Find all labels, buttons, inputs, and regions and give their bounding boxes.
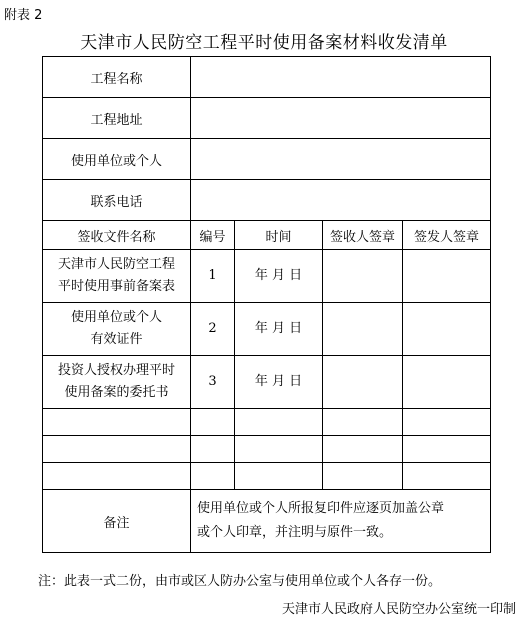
contact-phone-label: 联系电话 [43,180,191,221]
project-address-field[interactable] [191,98,491,139]
remark-row [43,490,491,553]
table-row [43,356,491,409]
issuer-sign-field[interactable] [403,303,491,356]
doc-name-line: 平时使用事前备案表 [57,279,175,294]
doc-time: 年 月 日 [235,356,323,409]
doc-number: 3 [191,356,235,409]
remark-label: 备注 [43,490,191,553]
blank-cell[interactable] [403,463,491,490]
record-form-table [42,56,491,553]
header-time: 时间 [235,221,323,250]
form-note: 注：此表一式二份，由市或区人防办公室与使用单位或个人各存一份。 [38,574,442,589]
blank-cell[interactable] [43,436,191,463]
blank-cell[interactable] [191,463,235,490]
header-doc-name: 签收文件名称 [43,221,191,250]
blank-row [43,409,491,436]
doc-name-cell [43,356,191,409]
doc-name-line: 有效证件 [90,332,143,347]
table-row [43,250,491,303]
doc-time: 年 月 日 [235,303,323,356]
contact-phone-field[interactable] [191,180,491,221]
doc-number: 2 [191,303,235,356]
blank-cell[interactable] [235,436,323,463]
header-number: 编号 [191,221,235,250]
project-address-label: 工程地址 [43,98,191,139]
doc-name-line: 投资人授权办理平时 [57,363,175,378]
doc-number: 1 [191,250,235,303]
project-name-row [43,57,491,98]
remark-line: 或个人印章，并注明与原件一致。 [197,525,393,540]
project-name-label: 工程名称 [43,57,191,98]
remark-line: 使用单位或个人所报复印件应逐页加盖公章 [197,501,445,516]
table-row [43,303,491,356]
issuer-footer: 天津市人民政府人民防空办公室统一印制 [281,602,516,617]
blank-cell[interactable] [235,409,323,436]
blank-cell[interactable] [43,409,191,436]
remark-text [191,490,491,553]
blank-cell[interactable] [191,436,235,463]
receiver-sign-field[interactable] [323,250,403,303]
blank-cell[interactable] [403,436,491,463]
doc-name-line: 使用单位或个人 [70,310,162,325]
header-issuer-sign: 签发人签章 [403,221,491,250]
blank-cell[interactable] [235,463,323,490]
appendix-label: 附表 2 [4,8,43,23]
header-receiver-sign: 签收人签章 [323,221,403,250]
blank-cell[interactable] [43,463,191,490]
blank-row [43,436,491,463]
project-name-field[interactable] [191,57,491,98]
blank-cell[interactable] [191,409,235,436]
user-unit-label: 使用单位或个人 [43,139,191,180]
project-address-row [43,98,491,139]
receiver-sign-field[interactable] [323,303,403,356]
blank-cell[interactable] [323,409,403,436]
blank-cell[interactable] [403,409,491,436]
contact-phone-row [43,180,491,221]
doc-name-cell [43,250,191,303]
blank-cell[interactable] [323,463,403,490]
user-unit-field[interactable] [191,139,491,180]
blank-cell[interactable] [323,436,403,463]
issuer-sign-field[interactable] [403,250,491,303]
blank-row [43,463,491,490]
issuer-sign-field[interactable] [403,356,491,409]
form-title: 天津市人民防空工程平时使用备案材料收发清单 [80,33,448,53]
document-header-row [43,221,491,250]
doc-time: 年 月 日 [235,250,323,303]
user-unit-row [43,139,491,180]
receiver-sign-field[interactable] [323,356,403,409]
doc-name-line: 天津市人民防空工程 [57,257,175,272]
doc-name-cell [43,303,191,356]
doc-name-line: 使用备案的委托书 [64,385,169,400]
